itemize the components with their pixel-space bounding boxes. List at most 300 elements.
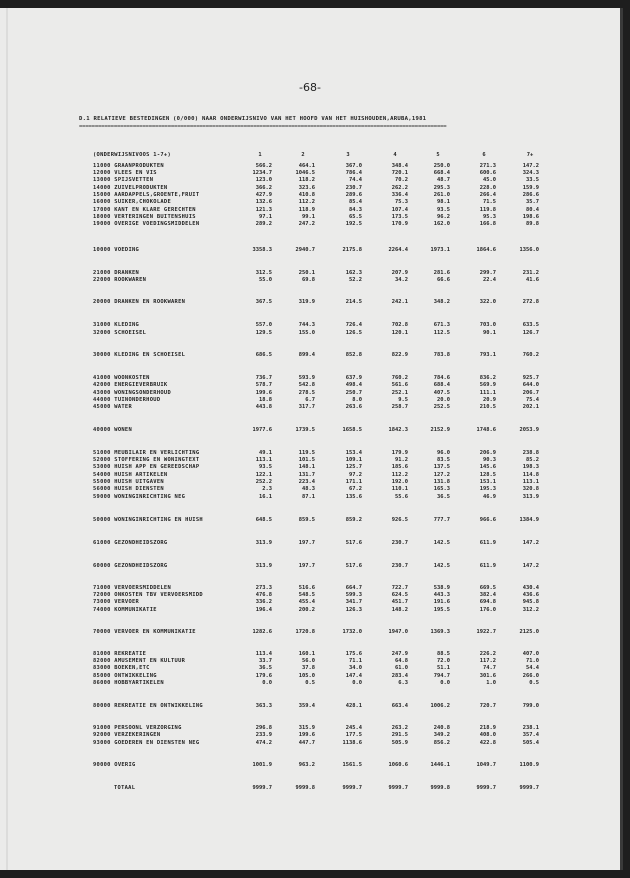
cell-value: 760.2 <box>522 352 539 358</box>
column-header: 2 <box>301 152 305 158</box>
cell-value: 147.2 <box>522 163 539 169</box>
cell-value: 319.9 <box>298 299 315 305</box>
table-row <box>0 177 620 184</box>
cell-value: 271.3 <box>479 163 496 169</box>
cell-value: 498.4 <box>345 382 362 388</box>
cell-value: 148.1 <box>298 464 315 470</box>
cell-value: 703.0 <box>479 322 496 328</box>
cell-value: 561.6 <box>391 382 408 388</box>
cell-value: 836.2 <box>479 375 496 381</box>
cell-value: 648.5 <box>255 517 272 523</box>
cell-value: 179.6 <box>255 673 272 679</box>
row-label: 59000 WONINGINRICHTING NEG <box>93 494 186 500</box>
cell-value: 367.5 <box>255 299 272 305</box>
cell-value: 410.8 <box>298 192 315 198</box>
cell-value: 238.1 <box>522 725 539 731</box>
cell-value: 359.4 <box>298 703 315 709</box>
column-header: 7+ <box>526 152 534 158</box>
cell-value: 9.5 <box>398 397 408 403</box>
cell-value: 367.0 <box>345 163 362 169</box>
row-label: 83000 BOEKEN,ETC <box>93 665 150 671</box>
cell-value: 736.7 <box>255 375 272 381</box>
cell-value: 173.5 <box>391 214 408 220</box>
cell-value: 611.9 <box>479 540 496 546</box>
column-header: 3 <box>346 152 350 158</box>
row-label: 44000 TUINONDERHOUD <box>93 397 161 403</box>
cell-value: 131.7 <box>298 472 315 478</box>
table-row <box>0 404 620 411</box>
cell-value: 67.2 <box>349 486 362 492</box>
cell-value: 70.2 <box>395 177 408 183</box>
cell-value: 170.9 <box>391 221 408 227</box>
row-label: 10000 VOEDING <box>93 247 140 253</box>
cell-value: 119.5 <box>298 450 315 456</box>
table-row <box>0 450 620 457</box>
cell-value: 223.4 <box>298 479 315 485</box>
cell-value: 20.0 <box>437 397 450 403</box>
cell-value: 117.2 <box>479 658 496 664</box>
row-label: 51000 MEUBILAIR EN VERLICHTING <box>93 450 200 456</box>
cell-value: 859.5 <box>298 517 315 523</box>
cell-value: 726.4 <box>345 322 362 328</box>
row-label: 13000 SPIJSVETTEN <box>93 177 154 183</box>
cell-value: 261.0 <box>433 192 450 198</box>
cell-value: 177.5 <box>345 732 362 738</box>
row-label: 82000 AMUSEMENT EN KULTUUR <box>93 658 186 664</box>
cell-value: 464.1 <box>298 163 315 169</box>
cell-value: 1049.7 <box>476 762 496 768</box>
row-label: 71000 VERVOERSMIDDELEN <box>93 585 171 591</box>
row-label: 54000 HUISH ARTIKELEN <box>93 472 168 478</box>
cell-value: 74.7 <box>483 665 496 671</box>
cell-value: 250.1 <box>298 270 315 276</box>
title-underline-rule: ==================================================================================================================== <box>79 125 447 129</box>
table-row <box>0 673 620 680</box>
cell-value: 118.2 <box>298 177 315 183</box>
cell-value: 451.7 <box>391 599 408 605</box>
cell-value: 447.7 <box>298 740 315 746</box>
table-row <box>0 599 620 606</box>
cell-value: 109.1 <box>345 457 362 463</box>
row-label: 73000 VERVOER <box>93 599 140 605</box>
cell-value: 101.5 <box>298 457 315 463</box>
row-label: 18000 VERTERINGEN BUITENSHUIS <box>93 214 196 220</box>
cell-value: 147.2 <box>522 563 539 569</box>
row-label: 15000 AARDAPPELS,GROENTE,FRUIT <box>93 192 200 198</box>
cell-value: 195.5 <box>433 607 450 613</box>
row-label: 14000 ZUIVELPRODUKTEN <box>93 185 168 191</box>
cell-value: 505.9 <box>391 740 408 746</box>
cell-value: 427.9 <box>255 192 272 198</box>
cell-value: 9999.7 <box>342 785 362 791</box>
cell-value: 125.7 <box>345 464 362 470</box>
cell-value: 0.5 <box>305 680 315 686</box>
cell-value: 443.3 <box>433 592 450 598</box>
cell-value: 20.9 <box>483 397 496 403</box>
cell-value: 131.8 <box>433 479 450 485</box>
cell-value: 422.8 <box>479 740 496 746</box>
cell-value: 1732.0 <box>342 629 362 635</box>
row-label: 55000 HUISH UITGAVEN <box>93 479 164 485</box>
cell-value: 722.7 <box>391 585 408 591</box>
cell-value: 198.6 <box>522 214 539 220</box>
cell-value: 686.5 <box>255 352 272 358</box>
table-row <box>0 207 620 214</box>
table-row <box>0 479 620 486</box>
cell-value: 250.0 <box>433 163 450 169</box>
cell-value: 196.4 <box>255 607 272 613</box>
cell-value: 16.1 <box>259 494 272 500</box>
cell-value: 1.0 <box>486 680 496 686</box>
cell-value: 323.6 <box>298 185 315 191</box>
cell-value: 720.7 <box>479 703 496 709</box>
cell-value: 171.1 <box>345 479 362 485</box>
cell-value: 1947.0 <box>388 629 408 635</box>
table-row <box>0 322 620 329</box>
cell-value: 122.1 <box>255 472 272 478</box>
cell-value: 436.6 <box>522 592 539 598</box>
cell-value: 96.0 <box>437 450 450 456</box>
cell-value: 945.8 <box>522 599 539 605</box>
cell-value: 295.3 <box>433 185 450 191</box>
cell-value: 644.0 <box>522 382 539 388</box>
cell-value: 162.3 <box>345 270 362 276</box>
cell-value: 720.1 <box>391 170 408 176</box>
cell-value: 128.5 <box>479 472 496 478</box>
cell-value: 517.6 <box>345 563 362 569</box>
table-row <box>0 785 620 792</box>
cell-value: 593.9 <box>298 375 315 381</box>
table-row <box>0 517 620 524</box>
cell-value: 336.2 <box>255 599 272 605</box>
table-row <box>0 592 620 599</box>
cell-value: 166.8 <box>479 221 496 227</box>
cell-value: 9999.7 <box>388 785 408 791</box>
cell-value: 6.7 <box>305 397 315 403</box>
cell-value: 80.4 <box>526 207 539 213</box>
cell-value: 37.8 <box>302 665 315 671</box>
row-label: 40000 WONEN <box>93 427 132 433</box>
cell-value: 55.0 <box>259 277 272 283</box>
column-header: 5 <box>436 152 440 158</box>
cell-value: 357.4 <box>522 732 539 738</box>
row-label: 20000 DRANKEN EN ROOKWAREN <box>93 299 186 305</box>
cell-value: 129.5 <box>255 330 272 336</box>
cell-value: 1100.9 <box>519 762 539 768</box>
cell-value: 88.5 <box>437 651 450 657</box>
cell-value: 822.9 <box>391 352 408 358</box>
cell-value: 671.3 <box>433 322 450 328</box>
cell-value: 1234.7 <box>252 170 272 176</box>
cell-value: 348.2 <box>433 299 450 305</box>
cell-value: 119.8 <box>479 207 496 213</box>
cell-value: 599.3 <box>345 592 362 598</box>
cell-value: 66.6 <box>437 277 450 283</box>
table-row <box>0 330 620 337</box>
cell-value: 198.3 <box>522 464 539 470</box>
cell-value: 281.6 <box>433 270 450 276</box>
cell-value: 2152.9 <box>430 427 450 433</box>
cell-value: 137.5 <box>433 464 450 470</box>
cell-value: 313.9 <box>255 540 272 546</box>
column-header: 6 <box>482 152 486 158</box>
cell-value: 120.1 <box>391 330 408 336</box>
table-row <box>0 703 620 710</box>
table-row <box>0 540 620 547</box>
cell-value: 97.2 <box>349 472 362 478</box>
cell-value: 46.9 <box>483 494 496 500</box>
cell-value: 197.7 <box>298 563 315 569</box>
row-label: 93000 GOEDEREN EN DIENSTEN NEG <box>93 740 200 746</box>
cell-value: 407.5 <box>433 390 450 396</box>
cell-value: 214.5 <box>345 299 362 305</box>
cell-value: 852.8 <box>345 352 362 358</box>
cell-value: 1658.5 <box>342 427 362 433</box>
cell-value: 3358.3 <box>252 247 272 253</box>
table-row <box>0 214 620 221</box>
cell-value: 312.2 <box>522 607 539 613</box>
row-label: 12000 VLEES EN VIS <box>93 170 157 176</box>
cell-value: 263.6 <box>345 404 362 410</box>
row-label: 41000 WOONKOSTEN <box>93 375 150 381</box>
cell-value: 252.5 <box>433 404 450 410</box>
cell-value: 272.8 <box>522 299 539 305</box>
cell-value: 1864.6 <box>476 247 496 253</box>
cell-value: 633.5 <box>522 322 539 328</box>
cell-value: 121.3 <box>255 207 272 213</box>
cell-value: 1922.7 <box>476 629 496 635</box>
table-row <box>0 651 620 658</box>
cell-value: 218.9 <box>479 725 496 731</box>
row-label: 16000 SUIKER,CHOKOLADE <box>93 199 171 205</box>
cell-value: 85.2 <box>526 457 539 463</box>
cell-value: 262.2 <box>391 185 408 191</box>
cell-value: 159.9 <box>522 185 539 191</box>
cell-value: 85.4 <box>349 199 362 205</box>
row-label: 21000 DRANKEN <box>93 270 140 276</box>
table-row <box>0 247 620 254</box>
cell-value: 35.7 <box>526 199 539 205</box>
cell-value: 1973.1 <box>430 247 450 253</box>
cell-value: 52.2 <box>349 277 362 283</box>
cell-value: 155.0 <box>298 330 315 336</box>
cell-value: 538.9 <box>433 585 450 591</box>
cell-value: 252.1 <box>391 390 408 396</box>
cell-value: 2264.4 <box>388 247 408 253</box>
cell-value: 36.5 <box>259 665 272 671</box>
cell-value: 1384.9 <box>519 517 539 523</box>
cell-value: 230.7 <box>391 540 408 546</box>
table-row <box>0 277 620 284</box>
cell-value: 289.6 <box>345 192 362 198</box>
cell-value: 1977.6 <box>252 427 272 433</box>
cell-value: 126.5 <box>345 330 362 336</box>
table-row <box>0 563 620 570</box>
cell-value: 33.5 <box>526 177 539 183</box>
table-row <box>0 382 620 389</box>
cell-value: 428.1 <box>345 703 362 709</box>
cell-value: 197.7 <box>298 540 315 546</box>
cell-value: 1561.5 <box>342 762 362 768</box>
cell-value: 91.2 <box>395 457 408 463</box>
row-label: 92000 VERZEKERINGEN <box>93 732 161 738</box>
cell-value: 113.4 <box>255 651 272 657</box>
cell-value: 132.6 <box>255 199 272 205</box>
cell-value: 165.3 <box>433 486 450 492</box>
cell-value: 9999.7 <box>519 785 539 791</box>
cell-value: 9999.7 <box>252 785 272 791</box>
cell-value: 859.2 <box>345 517 362 523</box>
cell-value: 89.8 <box>526 221 539 227</box>
row-label: 32000 SCHOEISEL <box>93 330 147 336</box>
cell-value: 1739.5 <box>295 427 315 433</box>
cell-value: 175.6 <box>345 651 362 657</box>
row-label: 72000 ONKOSTEN TBV VERVOERSMIDD <box>93 592 203 598</box>
cell-value: 313.9 <box>522 494 539 500</box>
row-label: 42000 ENERGIEVERBRUIK <box>93 382 168 388</box>
column-header: 1 <box>258 152 262 158</box>
row-label: 45000 WATER <box>93 404 132 410</box>
table-row <box>0 486 620 493</box>
cell-value: 90.3 <box>483 457 496 463</box>
cell-value: 33.7 <box>259 658 272 664</box>
cell-value: 252.2 <box>255 479 272 485</box>
cell-value: 569.9 <box>479 382 496 388</box>
cell-value: 199.6 <box>255 390 272 396</box>
cell-value: 206.7 <box>522 390 539 396</box>
cell-value: 2175.8 <box>342 247 362 253</box>
cell-value: 669.5 <box>479 585 496 591</box>
table-row <box>0 457 620 464</box>
table-row <box>0 270 620 277</box>
cell-value: 542.8 <box>298 382 315 388</box>
cell-value: 315.9 <box>298 725 315 731</box>
table-row <box>0 585 620 592</box>
cell-value: 74.4 <box>349 177 362 183</box>
cell-value: 6.3 <box>398 680 408 686</box>
row-label: 56000 HUISH DIENSTEN <box>93 486 164 492</box>
cell-value: 207.9 <box>391 270 408 276</box>
cell-value: 1282.6 <box>252 629 272 635</box>
cell-value: 9999.8 <box>430 785 450 791</box>
cell-value: 206.9 <box>479 450 496 456</box>
cell-value: 312.5 <box>255 270 272 276</box>
cell-value: 36.5 <box>437 494 450 500</box>
cell-value: 87.1 <box>302 494 315 500</box>
cell-value: 147.4 <box>345 673 362 679</box>
cell-value: 148.2 <box>391 607 408 613</box>
row-label: 86000 HOBBYARTIKELEN <box>93 680 164 686</box>
table-row <box>0 658 620 665</box>
cell-value: 273.3 <box>255 585 272 591</box>
cell-value: 517.6 <box>345 540 362 546</box>
cell-value: 162.0 <box>433 221 450 227</box>
cell-value: 48.7 <box>437 177 450 183</box>
cell-value: 112.2 <box>391 472 408 478</box>
cell-value: 247.9 <box>391 651 408 657</box>
cell-value: 240.8 <box>433 725 450 731</box>
cell-value: 313.9 <box>255 563 272 569</box>
cell-value: 688.4 <box>433 382 450 388</box>
table-row <box>0 665 620 672</box>
cell-value: 160.1 <box>298 651 315 657</box>
table-row <box>0 762 620 769</box>
cell-value: 135.6 <box>345 494 362 500</box>
cell-value: 363.3 <box>255 703 272 709</box>
cell-value: 777.7 <box>433 517 450 523</box>
cell-value: 2940.7 <box>295 247 315 253</box>
cell-value: 322.0 <box>479 299 496 305</box>
table-row <box>0 352 620 359</box>
cell-value: 199.6 <box>298 732 315 738</box>
cell-value: 113.1 <box>522 479 539 485</box>
cell-value: 112.5 <box>433 330 450 336</box>
cell-value: 301.6 <box>479 673 496 679</box>
cell-value: 702.8 <box>391 322 408 328</box>
cell-value: 55.6 <box>395 494 408 500</box>
row-label: 11000 GRAANPRODUKTEN <box>93 163 164 169</box>
cell-value: 324.3 <box>522 170 539 176</box>
cell-value: 113.1 <box>255 457 272 463</box>
cell-value: 637.9 <box>345 375 362 381</box>
table-title: D.1 RELATIEVE BESTEDINGEN (0/000) NAAR ONDERWIJSNIVO VAN HET HOOFD VAN HET HUISHOUDEN,ARUBA,1981 <box>79 116 427 122</box>
row-label: 53000 HUISH APP EN GEREEDSCHAP <box>93 464 200 470</box>
cell-value: 793.1 <box>479 352 496 358</box>
cell-value: 191.6 <box>433 599 450 605</box>
cell-value: 1356.0 <box>519 247 539 253</box>
cell-value: 98.1 <box>437 199 450 205</box>
cell-value: 296.8 <box>255 725 272 731</box>
table-row <box>0 192 620 199</box>
cell-value: 230.7 <box>391 563 408 569</box>
cell-value: 2125.0 <box>519 629 539 635</box>
cell-value: 200.2 <box>298 607 315 613</box>
cell-value: 71.0 <box>526 658 539 664</box>
cell-value: 382.4 <box>479 592 496 598</box>
cell-value: 231.2 <box>522 270 539 276</box>
cell-value: 84.3 <box>349 207 362 213</box>
row-label: 90000 OVERIG <box>93 762 136 768</box>
cell-value: 238.8 <box>522 450 539 456</box>
table-row <box>0 629 620 636</box>
cell-value: 49.1 <box>259 450 272 456</box>
row-label: 85000 ONTWIKKELING <box>93 673 157 679</box>
cell-value: 99.1 <box>302 214 315 220</box>
cell-value: 760.2 <box>391 375 408 381</box>
cell-value: 176.0 <box>479 607 496 613</box>
cell-value: 266.4 <box>479 192 496 198</box>
cell-value: 56.0 <box>302 658 315 664</box>
cell-value: 2.3 <box>262 486 272 492</box>
cell-value: 9999.8 <box>295 785 315 791</box>
cell-value: 93.5 <box>437 207 450 213</box>
table-row <box>0 163 620 170</box>
cell-value: 72.0 <box>437 658 450 664</box>
cell-value: 185.6 <box>391 464 408 470</box>
cell-value: 283.4 <box>391 673 408 679</box>
table-row <box>0 740 620 747</box>
cell-value: 64.8 <box>395 658 408 664</box>
cell-value: 341.7 <box>345 599 362 605</box>
cell-value: 0.5 <box>529 680 539 686</box>
cell-value: 126.7 <box>522 330 539 336</box>
cell-value: 118.9 <box>298 207 315 213</box>
cell-value: 195.3 <box>479 486 496 492</box>
cell-value: 899.4 <box>298 352 315 358</box>
cell-value: 1006.2 <box>430 703 450 709</box>
cell-value: 0.0 <box>440 680 450 686</box>
cell-value: 142.5 <box>433 540 450 546</box>
